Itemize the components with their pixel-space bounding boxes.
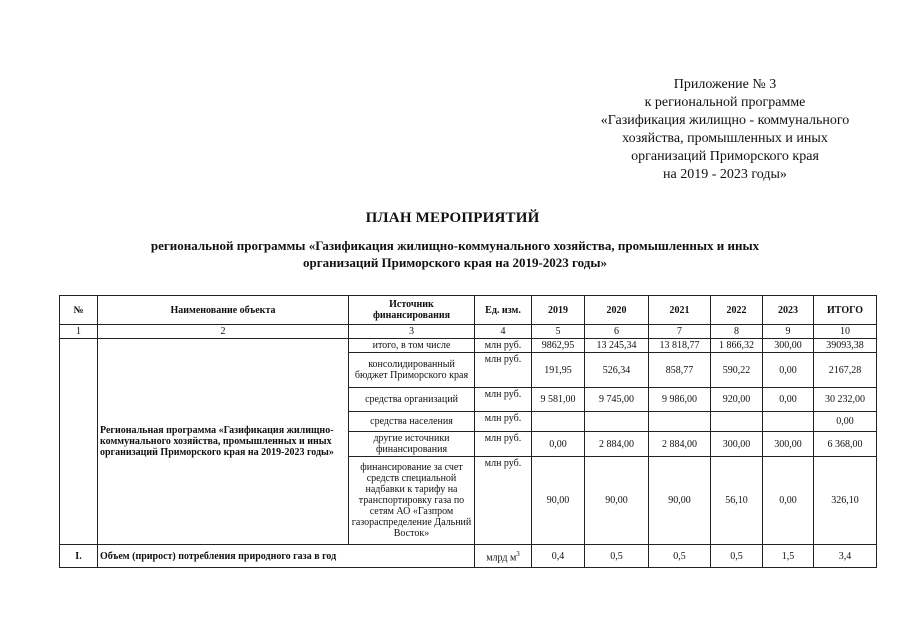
value-cell: 300,00 bbox=[763, 432, 814, 457]
unit-cell: млн руб. bbox=[475, 412, 532, 432]
value-cell bbox=[532, 412, 585, 432]
column-number: 4 bbox=[475, 325, 532, 339]
column-number: 3 bbox=[349, 325, 475, 339]
value-cell: 300,00 bbox=[763, 339, 814, 353]
program-name-cell: Региональная программа «Газификация жилищно-коммунального хозяйства, промышленных и иных организаций Приморского края на 2019-2023 годы» bbox=[98, 339, 349, 545]
value-cell: 6 368,00 bbox=[814, 432, 877, 457]
unit-cell: млн руб. bbox=[475, 353, 532, 388]
unit-cell: млн руб. bbox=[475, 388, 532, 412]
value-cell bbox=[711, 412, 763, 432]
appendix-line: на 2019 - 2023 годы» bbox=[663, 167, 787, 182]
plan-table bbox=[59, 295, 877, 568]
value-cell: 30 232,00 bbox=[814, 388, 877, 412]
unit-cell: млн руб. bbox=[475, 339, 532, 353]
table-row bbox=[60, 339, 877, 353]
value-cell: 1,5 bbox=[763, 545, 814, 568]
column-number: 1 bbox=[60, 325, 98, 339]
source-cell: средства организаций bbox=[349, 388, 475, 412]
value-cell: 9 581,00 bbox=[532, 388, 585, 412]
document-subtitle bbox=[60, 237, 850, 271]
document-title: ПЛАН МЕРОПРИЯТИЙ bbox=[365, 210, 540, 226]
value-cell: 2167,28 bbox=[814, 353, 877, 388]
header-cell: 2020 bbox=[585, 296, 649, 325]
column-number: 7 bbox=[649, 325, 711, 339]
value-cell: 0,4 bbox=[532, 545, 585, 568]
source-cell: финансирование за счет средств специальной надбавки к тарифу на транспортировку газа по сетям АО «Газпром газораспределение Дальний Восток» bbox=[349, 457, 475, 545]
value-cell: 858,77 bbox=[649, 353, 711, 388]
value-cell: 9 745,00 bbox=[585, 388, 649, 412]
column-number: 2 bbox=[98, 325, 349, 339]
appendix-line: к региональной программе bbox=[644, 95, 806, 110]
source-cell: консолидированный бюджет Приморского края bbox=[349, 353, 475, 388]
value-cell bbox=[585, 412, 649, 432]
appendix-line: «Газификация жилищно - коммунального bbox=[600, 113, 850, 128]
appendix-line: хозяйства, промышленных и иных bbox=[622, 131, 828, 146]
value-cell: 0,00 bbox=[763, 388, 814, 412]
value-cell: 13 818,77 bbox=[649, 339, 711, 353]
value-cell: 39093,38 bbox=[814, 339, 877, 353]
header-cell: ИТОГО bbox=[814, 296, 877, 325]
header-cell: 2023 bbox=[763, 296, 814, 325]
value-cell: 326,10 bbox=[814, 457, 877, 545]
subtitle-line: организаций Приморского края на 2019-2023 годы» bbox=[303, 255, 607, 270]
value-cell: 191,95 bbox=[532, 353, 585, 388]
value-cell: 2 884,00 bbox=[649, 432, 711, 457]
column-number-row bbox=[60, 325, 877, 339]
value-cell: 2 884,00 bbox=[585, 432, 649, 457]
unit-cell bbox=[475, 545, 532, 568]
value-cell: 526,34 bbox=[585, 353, 649, 388]
column-number: 6 bbox=[585, 325, 649, 339]
value-cell: 0,5 bbox=[711, 545, 763, 568]
header-cell: Наименование объекта bbox=[98, 296, 349, 325]
source-cell: другие источники финансирования bbox=[349, 432, 475, 457]
value-cell: 90,00 bbox=[532, 457, 585, 545]
row-number-cell: I. bbox=[60, 545, 98, 568]
source-cell: средства населения bbox=[349, 412, 475, 432]
value-cell: 0,00 bbox=[763, 353, 814, 388]
value-cell bbox=[763, 412, 814, 432]
header-cell: 2021 bbox=[649, 296, 711, 325]
appendix-line: организаций Приморского края bbox=[631, 149, 819, 164]
header-cell: Источник финансирования bbox=[349, 296, 475, 325]
appendix-header bbox=[560, 76, 890, 184]
value-cell: 590,22 bbox=[711, 353, 763, 388]
header-cell: 2019 bbox=[532, 296, 585, 325]
unit-text: млрд м bbox=[486, 552, 517, 564]
header-cell: Ед. изм. bbox=[475, 296, 532, 325]
indicator-name-cell: Объем (прирост) потребления природного газа в год bbox=[98, 545, 475, 568]
value-cell: 90,00 bbox=[585, 457, 649, 545]
column-number: 10 bbox=[814, 325, 877, 339]
value-cell: 13 245,34 bbox=[585, 339, 649, 353]
header-cell: 2022 bbox=[711, 296, 763, 325]
subtitle-line: региональной программы «Газификация жилищно-коммунального хозяйства, промышленных и иных bbox=[150, 238, 760, 253]
value-cell: 920,00 bbox=[711, 388, 763, 412]
value-cell: 90,00 bbox=[649, 457, 711, 545]
unit-superscript: 3 bbox=[516, 549, 520, 558]
value-cell bbox=[649, 412, 711, 432]
value-cell: 0,00 bbox=[763, 457, 814, 545]
value-cell: 0,5 bbox=[585, 545, 649, 568]
unit-cell: млн руб. bbox=[475, 432, 532, 457]
value-cell: 0,00 bbox=[532, 432, 585, 457]
value-cell: 56,10 bbox=[711, 457, 763, 545]
unit-cell: млн руб. bbox=[475, 457, 532, 545]
column-number: 8 bbox=[711, 325, 763, 339]
value-cell: 9862,95 bbox=[532, 339, 585, 353]
value-cell: 1 866,32 bbox=[711, 339, 763, 353]
table-header-row bbox=[60, 296, 877, 325]
indicator-row bbox=[60, 545, 877, 568]
value-cell: 300,00 bbox=[711, 432, 763, 457]
value-cell: 0,5 bbox=[649, 545, 711, 568]
value-cell: 0,00 bbox=[814, 412, 877, 432]
value-cell: 3,4 bbox=[814, 545, 877, 568]
source-cell: итого, в том числе bbox=[349, 339, 475, 353]
value-cell: 9 986,00 bbox=[649, 388, 711, 412]
appendix-line: Приложение № 3 bbox=[673, 77, 777, 92]
column-number: 5 bbox=[532, 325, 585, 339]
header-cell: № bbox=[60, 296, 98, 325]
row-number-cell bbox=[60, 339, 98, 545]
column-number: 9 bbox=[763, 325, 814, 339]
